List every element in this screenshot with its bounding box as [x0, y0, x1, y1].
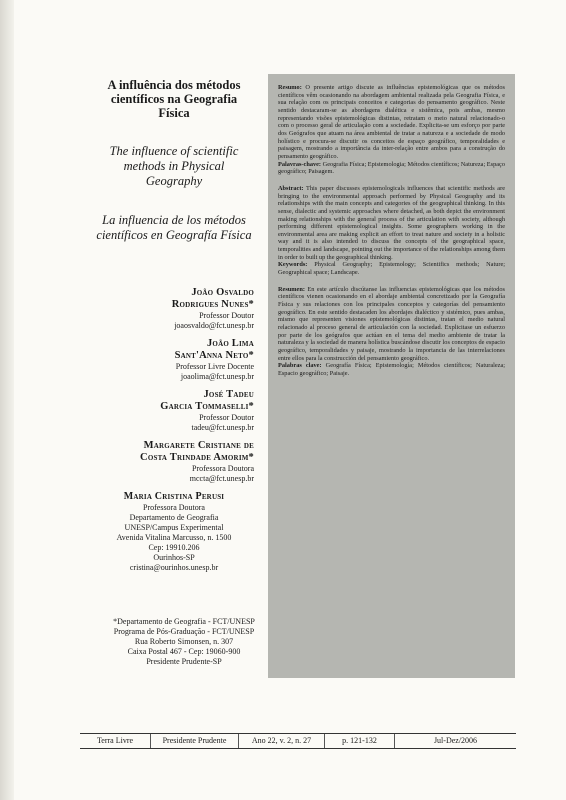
author-3: [94, 389, 254, 433]
affiliation-line: *Departamento de Geografia - FCT/UNESP: [113, 617, 255, 626]
author-address: Avenida Vitalina Marcusso, n. 1500: [116, 533, 232, 542]
author-name: Maria Cristina Perusi: [123, 491, 225, 502]
abstract-block: [278, 185, 505, 277]
abstract-label: Abstract:: [278, 184, 304, 192]
author-email: mccta@fct.unesp.br: [189, 474, 254, 483]
title-author-column: [94, 78, 254, 580]
resumen-block: [278, 286, 505, 378]
affiliation-line: Rua Roberto Simonsen, n. 307: [134, 637, 234, 646]
journal-footer: [80, 733, 516, 749]
author-postal-code: Cep: 19910.206: [148, 543, 200, 552]
title-spanish: La influencia de los métodos científicos en Geografía Física: [96, 213, 252, 242]
author-role: Professor Doutor: [199, 311, 254, 320]
resumo-block: [278, 84, 505, 176]
resumo-label: Resumo:: [278, 84, 302, 91]
footer-volume: Ano 22, v. 2, n. 27: [239, 734, 325, 748]
author-email: cristina@ourinhos.unesp.br: [129, 563, 219, 572]
author-city: Ourinhos-SP: [153, 553, 195, 562]
footer-pages: p. 121-132: [325, 734, 395, 748]
author-role: Professor Livre Docente: [175, 362, 254, 371]
abstract-text: This paper discusses epistemologicals influences that scientific methods are bringing to the environmental approach performed by Physical Geography and its relationships with the main concepts and categories of the geographical thinking. In this sense, dialectic and systemic approaches where detached, as both depict the environment making relationships with the general process of the articulation with society, although performing different epistemological insights. Some geographers working in the environmental area are making explicit an effort to treat nature and society in a holistic way and it is also intended to discuss the concepts of the geographical space, temporalities and landscape, pointing out the importance of the relationships among them in order to built up the geographical thinking.: [278, 184, 505, 261]
author-campus: UNESP/Campus Experimental: [124, 523, 224, 532]
author-role: Professor Doutor: [199, 413, 254, 422]
abstract-box: [268, 74, 515, 678]
author-email: joaosvaldo@fct.unesp.br: [174, 321, 254, 330]
page-binding-shadow: [0, 0, 14, 800]
author-name: João Osvaldo Rodrigues Nunes*: [171, 287, 254, 310]
author-2: [94, 338, 254, 382]
resumen-keywords: [278, 362, 505, 377]
author-name: Margarete Cristiane de Costa Trindade Amorim*: [140, 440, 254, 463]
author-email: joaolima@fct.unesp.br: [180, 372, 254, 381]
resumen-text: En este artículo discútanse las influencias epistemológicas que los métodos científicos vienen ocasionando en el abordaje ambiental concretizado por la Geografía Física y sus relaciones con los principales conceptos y categorías del pensamiento geográfico. En este sentido destacaden los abordajes dialéctico y sistémico, pues ambas, mismo que representen visiones epistemológicas distintas, tratan el medio natural relacionado al proceso general de articulación con la sociedad. Explicitase un esfuerzo por parte de los geógrafos que actúan en el tema del medio ambiente de tratar la naturaleza y la sociedad de manera holística buscándose discutir los conceptos de espacio geográfico, temporalidades y paisaje, mostrando la importancia de las interrelaciones entre ellos para la construcción del pensamiento geográfico.: [278, 285, 505, 362]
resumen-paragraph: [278, 286, 505, 363]
resumo-keywords-label: Palavras-chave:: [278, 160, 322, 168]
resumo-paragraph: [278, 84, 505, 161]
author-name: José Tadeu Garcia Tommaselli*: [160, 389, 254, 412]
resumo-text: O presente artigo discute as influências epistemológicas que os métodos científicos vêm ocasionando na abordagem ambiental realizada pela Geografia Física, e sua relação com os principais conceitos e categorias do pensamento geográfico. Neste sentido destacaram-se as abordagens dialética e sistêmica, pois ambas, mesmo representando visões epistemológicas distintas, retratam o meio natural relacionado-o com o processo geral de articulação com a sociedade. Explicita-se um esforço por parte dos Geógrafos que atuam na área ambiental de tratar a natureza e a sociedade de modo holístico e procura-se discutir os conceitos de espaço geográfico, temporalidades e paisagem, mostrando a importância da inter-relação entre ambos para a construção do pensamento geográfico.: [278, 84, 506, 160]
author-email: tadeu@fct.unesp.br: [191, 423, 254, 432]
resumen-keywords-label: Palabras clave:: [278, 362, 322, 370]
author-department: Departamento de Geografia: [129, 513, 219, 522]
title-english: The influence of scientific methods in Physical Geography: [109, 144, 239, 188]
title-portuguese: A influência dos métodos científicos na Geografia Física: [107, 78, 241, 120]
resumen-keywords-text: Geografía Física; Epistemología; Métodos científicos; Naturaleza; Espacio geográfico; Paisaje.: [278, 362, 505, 377]
author-list: [94, 287, 254, 573]
affiliation-line: Presidente Prudente-SP: [146, 657, 222, 666]
footer-place: Presidente Prudente: [151, 734, 239, 748]
author-name: João Lima Sant'Anna Neto*: [174, 338, 254, 361]
resumo-keywords-text: Geografia Física; Epistemologia; Métodos científicos; Natureza; Espaço geográfico; Paisagem.: [278, 160, 505, 176]
affiliation-line: Programa de Pós-Graduação - FCT/UNESP: [113, 627, 255, 636]
footer-journal: Terra Livre: [80, 734, 151, 748]
footer-date: Jul-Dez/2006: [433, 736, 478, 745]
author-role: Professora Doutora: [192, 464, 254, 473]
author-5: [94, 491, 254, 573]
abstract-keywords-label: Keywords:: [278, 261, 308, 269]
abstract-keywords: [278, 261, 505, 276]
author-4: [94, 440, 254, 484]
affiliation-line: Caixa Postal 467 - Cep: 19060-900: [127, 647, 241, 656]
abstract-paragraph: [278, 185, 505, 262]
author-1: [94, 287, 254, 331]
abstract-keywords-text: Physical Geography; Epistemology; Scientifics methods; Nature; Geographical space; Landscape.: [278, 261, 506, 277]
resumen-label: Resumen:: [278, 285, 305, 293]
resumo-keywords: [278, 161, 505, 176]
author-role: Professora Doutora: [143, 503, 205, 512]
affiliation-footnote: [103, 617, 265, 667]
